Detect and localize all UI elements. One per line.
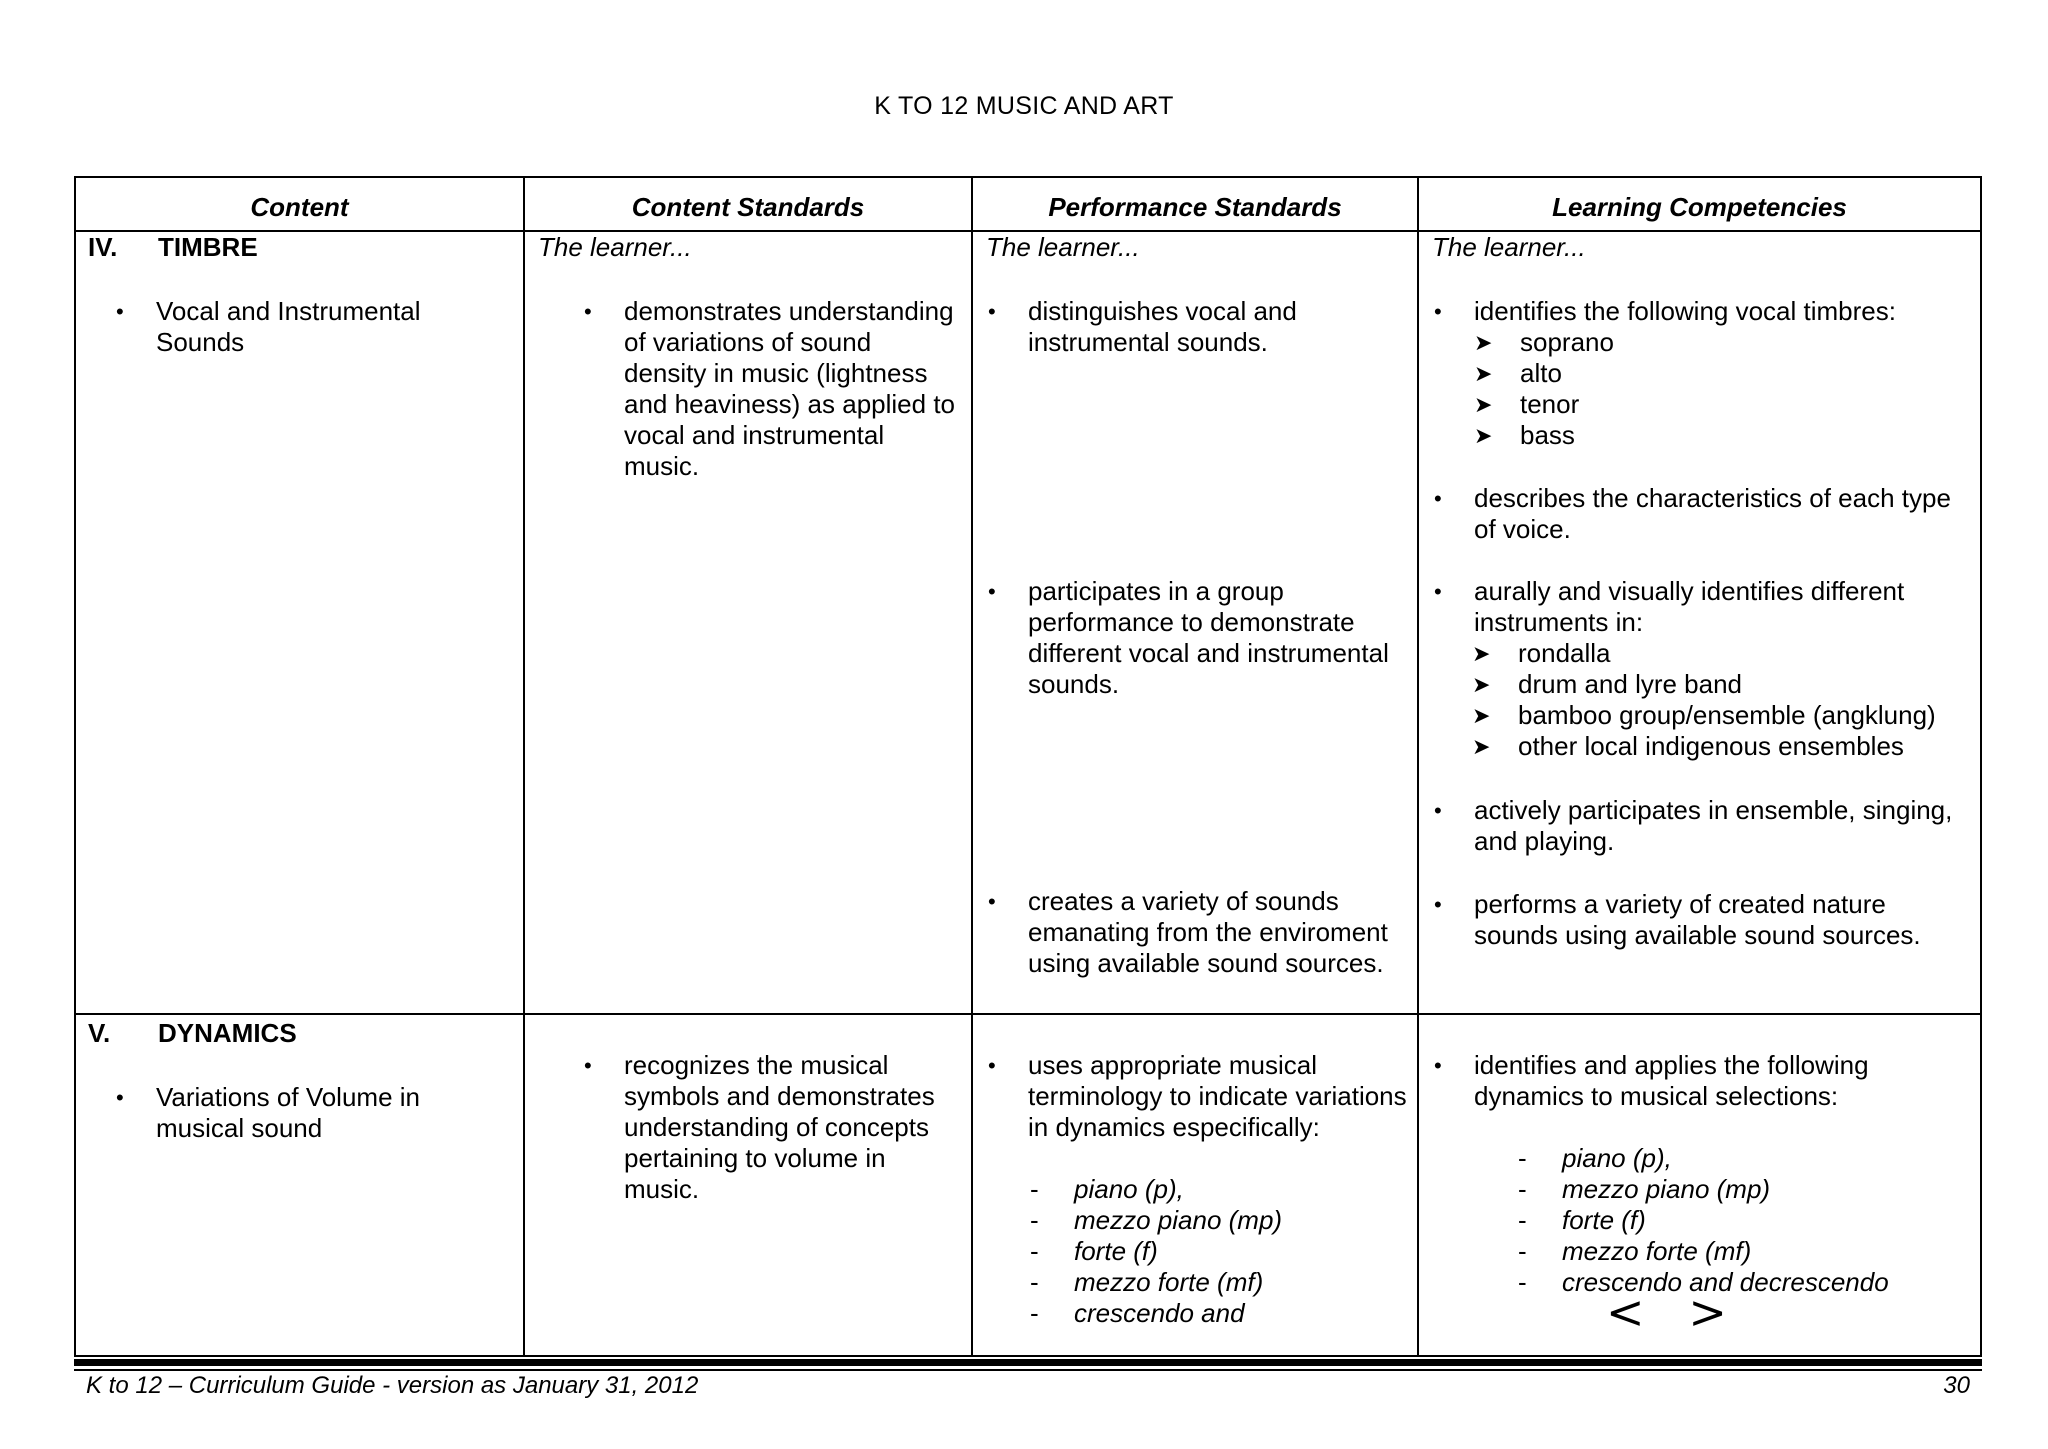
content-bullet: • Variations of Volume in musical sound <box>156 1082 476 1144</box>
competency: • performs a variety of created nature sounds using available sound sources. <box>1474 889 1974 951</box>
list-item: ➤ tenor <box>1474 389 1580 419</box>
list-item: - mezzo piano (mp) <box>1518 1174 1771 1204</box>
column-header-performance-standards: Performance Standards <box>1048 192 1342 222</box>
footer-rule <box>74 1359 1982 1366</box>
learner-intro: The learner... <box>538 232 692 262</box>
list-item: - crescendo and <box>1030 1298 1245 1328</box>
curriculum-table <box>74 176 1982 1357</box>
content-bullet: • Vocal and Instrumental Sounds <box>156 296 476 358</box>
performance-text: • uses appropriate musical terminology to indicate variations in dynamics especifically: <box>1028 1050 1407 1142</box>
content-standard: • recognizes the musical symbols and demonstrates understanding of concepts pertaining to volume in music. <box>624 1050 959 1205</box>
section-numeral: IV. <box>88 232 118 262</box>
section-heading: TIMBRE <box>158 232 258 262</box>
competency: • describes the characteristics of each type of voice. <box>1474 483 1954 545</box>
list-item: - forte (f) <box>1030 1236 1158 1266</box>
performance-standard <box>1028 1050 1413 1329</box>
column-header-content-standards: Content Standards <box>631 192 865 222</box>
dynamics-symbols: < > <box>1606 1285 1727 1339</box>
list-item: ➤ alto <box>1474 358 1562 388</box>
competency <box>1474 1050 1954 1298</box>
arrow-bullet-icon: ➤ <box>1472 734 1491 759</box>
arrow-bullet-icon: ➤ <box>1474 330 1493 355</box>
list-item: - mezzo forte (mf) <box>1518 1236 1752 1266</box>
learner-intro: The learner... <box>1432 232 1586 262</box>
column-header-content: Content <box>250 192 349 222</box>
list-item: ➤ bass <box>1474 420 1575 450</box>
competency <box>1474 576 1974 762</box>
page-title: K TO 12 MUSIC AND ART <box>874 92 1174 120</box>
arrow-bullet-icon: ➤ <box>1474 423 1493 448</box>
learner-intro: The learner... <box>986 232 1140 262</box>
list-item: - mezzo forte (mf) <box>1030 1267 1264 1297</box>
section-numeral: V. <box>88 1018 111 1048</box>
list-item: ➤ bamboo group/ensemble (angklung) <box>1472 700 1936 730</box>
list-item: - piano (p), <box>1518 1143 1672 1173</box>
list-item: - piano (p), <box>1030 1174 1184 1204</box>
list-item: ➤ other local indigenous ensembles <box>1472 731 1904 761</box>
competency-text: • identifies the following vocal timbres: <box>1474 296 1896 326</box>
column-header-learning-competencies: Learning Competencies <box>1552 192 1847 222</box>
row-divider <box>76 1013 1980 1015</box>
arrow-bullet-icon: ➤ <box>1474 392 1493 417</box>
competency <box>1474 296 1974 451</box>
performance-standard: • participates in a group performance to demonstrate different vocal and instrumental sounds. <box>1028 576 1413 700</box>
column-divider <box>523 178 525 1355</box>
competency-text: • aurally and visually identifies different instruments in: <box>1474 576 1905 637</box>
list-item: ➤ rondalla <box>1472 638 1611 668</box>
column-divider <box>971 178 973 1355</box>
competency-text: • identifies and applies the following dynamics to musical selections: <box>1474 1050 1869 1111</box>
list-item: ➤ drum and lyre band <box>1472 669 1743 699</box>
performance-standard: • distinguishes vocal and instrumental sounds. <box>1028 296 1413 358</box>
arrow-bullet-icon: ➤ <box>1472 672 1491 697</box>
arrow-bullet-icon: ➤ <box>1472 703 1491 728</box>
performance-standard: • creates a variety of sounds emanating from the enviroment using available sound sources. <box>1028 886 1413 979</box>
content-standard: • demonstrates understanding of variations of sound density in music (lightness and heaviness) as applied to vocal and instrumental music. <box>624 296 959 482</box>
arrow-bullet-icon: ➤ <box>1472 641 1491 666</box>
list-item: ➤ soprano <box>1474 327 1614 357</box>
section-heading: DYNAMICS <box>158 1018 297 1048</box>
arrow-bullet-icon: ➤ <box>1474 361 1493 386</box>
list-item: - crescendo and decrescendo <box>1518 1267 1889 1297</box>
list-item: - forte (f) <box>1518 1205 1646 1235</box>
footer-version: K to 12 – Curriculum Guide - version as January 31, 2012 <box>86 1372 699 1399</box>
footer-rule <box>74 1369 1982 1371</box>
list-item: - mezzo piano (mp) <box>1030 1205 1283 1235</box>
competency: • actively participates in ensemble, singing, and playing. <box>1474 795 1954 857</box>
column-divider <box>1417 178 1419 1355</box>
page-number: 30 <box>1943 1372 1970 1399</box>
